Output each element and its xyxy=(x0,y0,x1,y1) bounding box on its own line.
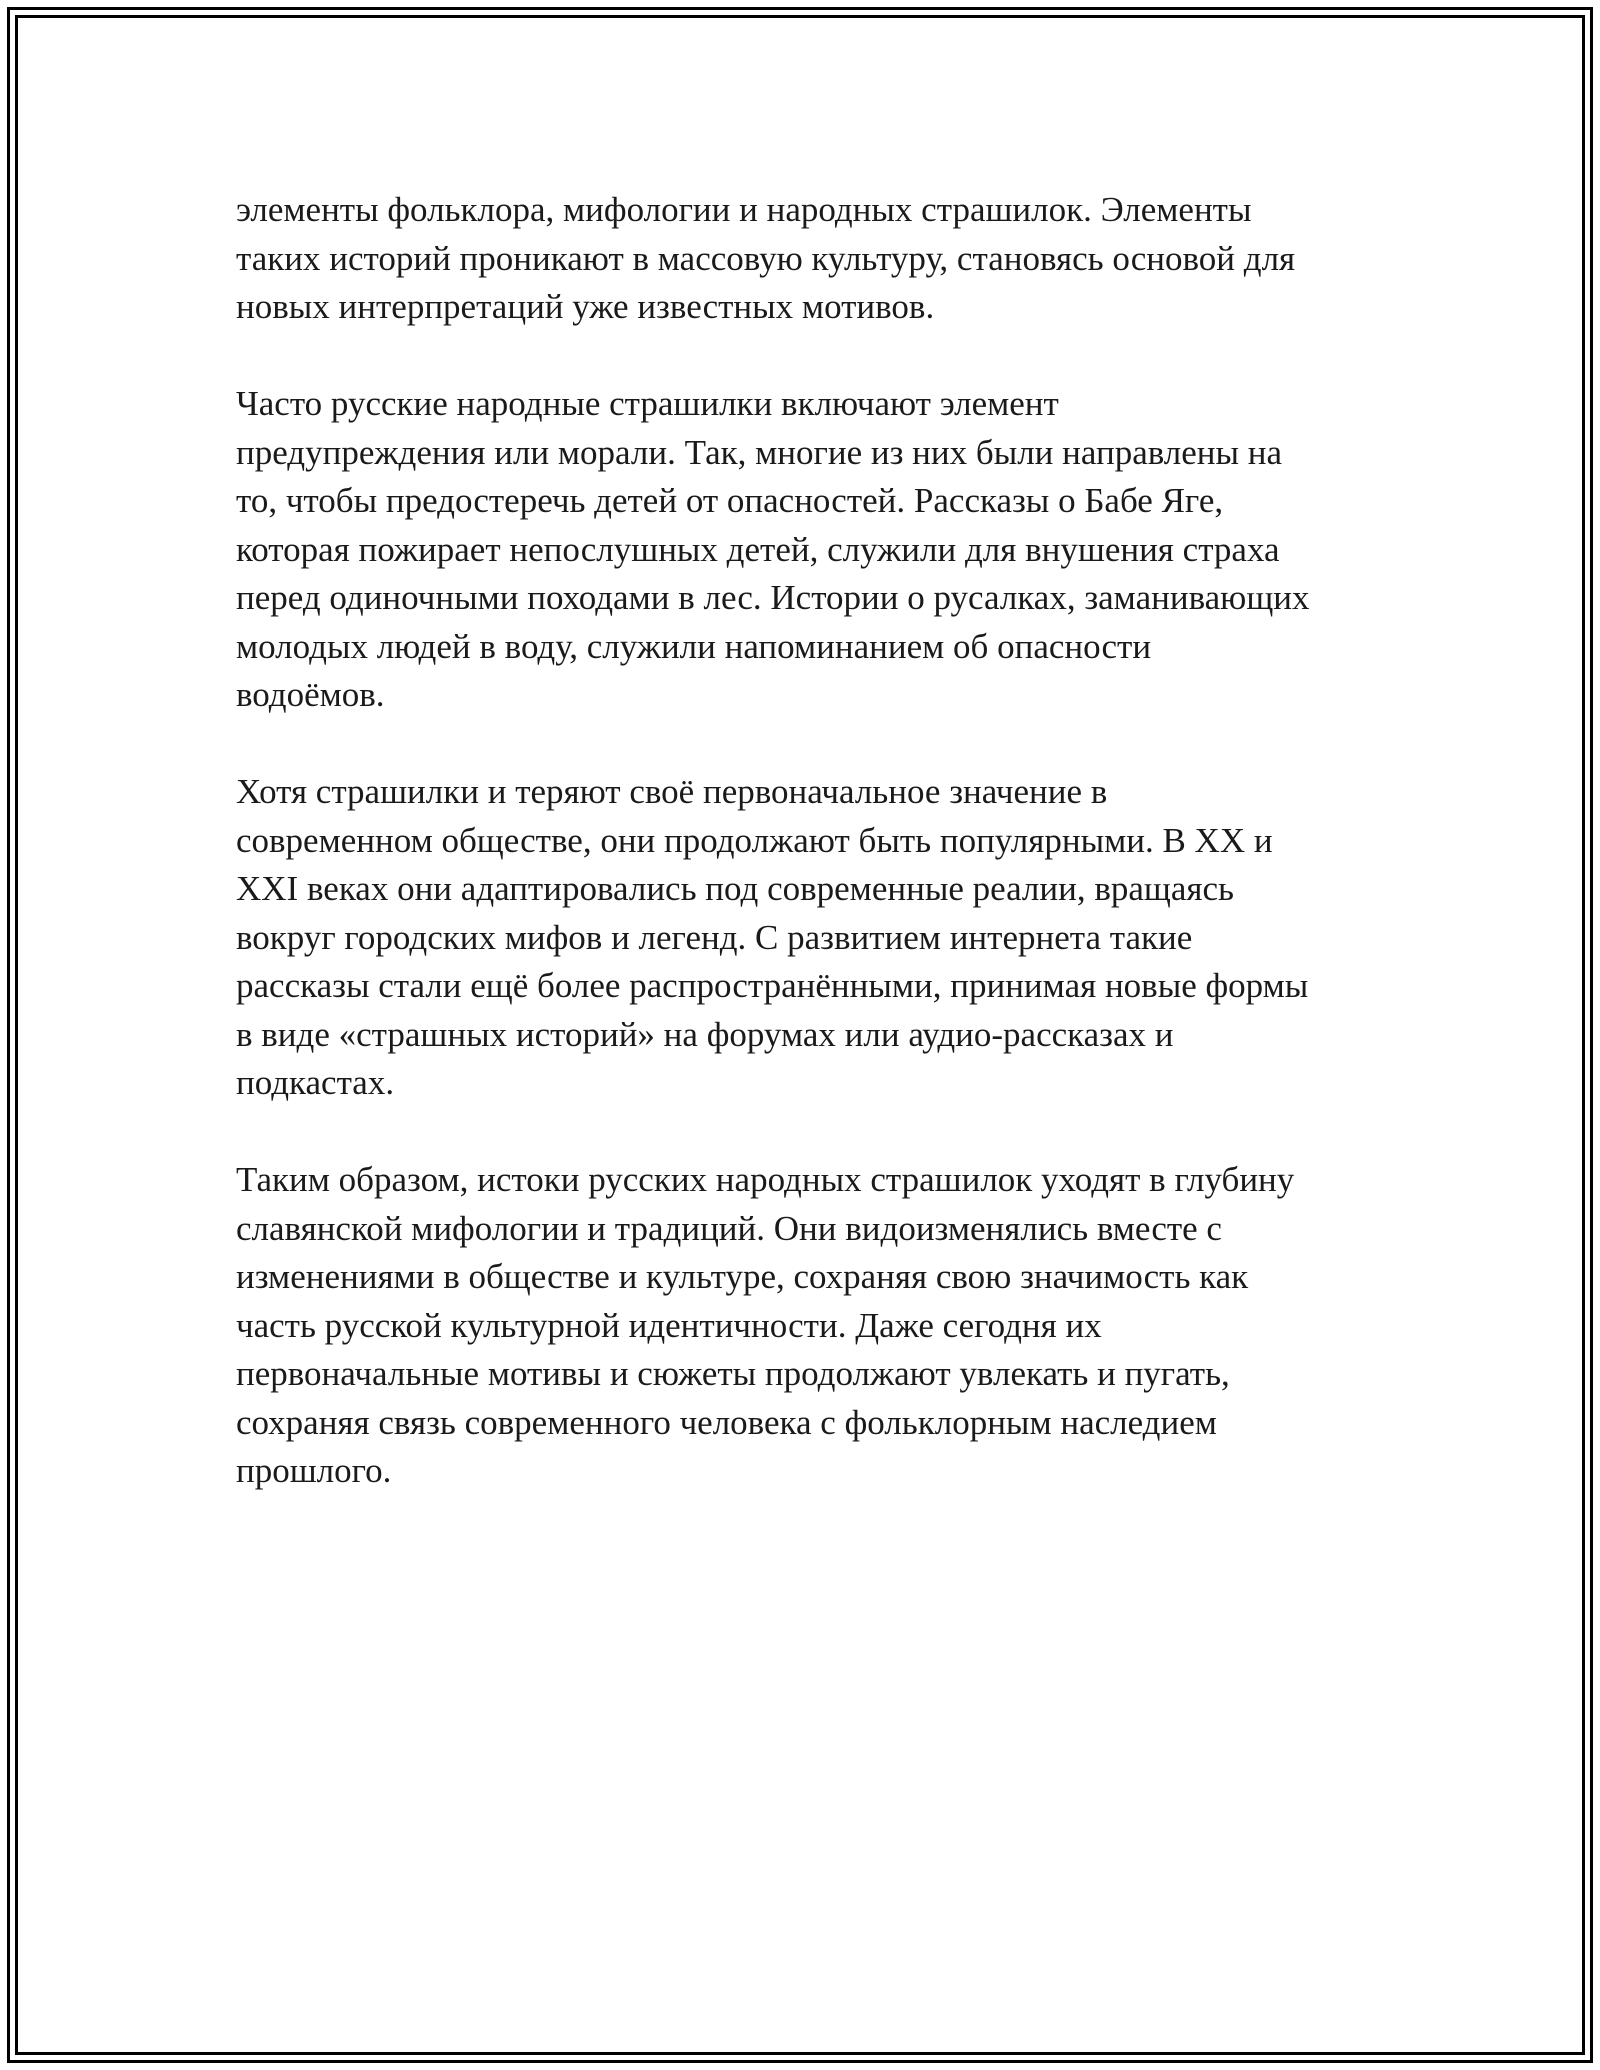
text-line: рассказы стали ещё более распространёнными, принимая новые формы xyxy=(236,966,1309,1005)
text-line: изменениями в обществе и культуре, сохраняя свою значимость как xyxy=(236,1257,1249,1296)
text-line: часть русской культурной идентичности. Даже сегодня их xyxy=(236,1305,1102,1345)
text-line: в виде «страшных историй» на форумах или аудио-рассказах и xyxy=(236,1014,1174,1054)
text-line: элементы фольклора, мифологии и народных страшилок. Элементы xyxy=(236,190,1252,229)
document-body xyxy=(236,186,1376,1544)
text-line: предупреждения или морали. Так, многие из них были направлены на xyxy=(236,432,1283,472)
text-line: которая пожирает непослушных детей, служили для внушения страха xyxy=(236,529,1280,569)
text-line: новых интерпретаций уже известных мотивов. xyxy=(236,287,935,326)
paragraph xyxy=(236,1156,1376,1496)
paragraph xyxy=(236,186,1376,332)
text-line: прошлого. xyxy=(236,1451,392,1490)
text-line: первоначальные мотивы и сюжеты продолжают увлекать и пугать, xyxy=(236,1354,1230,1393)
text-line: таких историй проникают в массовую культуру, становясь основой для xyxy=(236,238,1296,278)
text-line: Часто русские народные страшилки включают элемент xyxy=(236,384,1059,423)
text-line: Таким образом, истоки русских народных страшилок уходят в глубину xyxy=(236,1160,1295,1199)
text-line: славянской мифологии и традиций. Они видоизменялись вместе с xyxy=(236,1208,1222,1248)
text-line: XXI веках они адаптировались под современные реалии, вращаясь xyxy=(236,869,1234,908)
text-line: Хотя страшилки и теряют своё первоначальное значение в xyxy=(236,772,1108,811)
text-line: подкастах. xyxy=(236,1063,395,1102)
text-line: вокруг городских мифов и легенд. С развитием интернета такие xyxy=(236,917,1193,957)
text-line: современном обществе, они продолжают быть популярными. В XX и xyxy=(236,820,1273,860)
text-line: молодых людей в воду, служили напоминанием об опасности xyxy=(236,626,1152,666)
paragraph xyxy=(236,768,1376,1108)
text-line: сохраняя связь современного человека с фольклорным наследием xyxy=(236,1402,1217,1442)
text-line: водоёмов. xyxy=(236,675,385,714)
paragraph xyxy=(236,380,1376,720)
text-line: то, чтобы предостеречь детей от опасностей. Рассказы о Бабе Яге, xyxy=(236,481,1224,520)
text-line: перед одиночными походами в лес. Истории о русалках, заманивающих xyxy=(236,578,1310,617)
